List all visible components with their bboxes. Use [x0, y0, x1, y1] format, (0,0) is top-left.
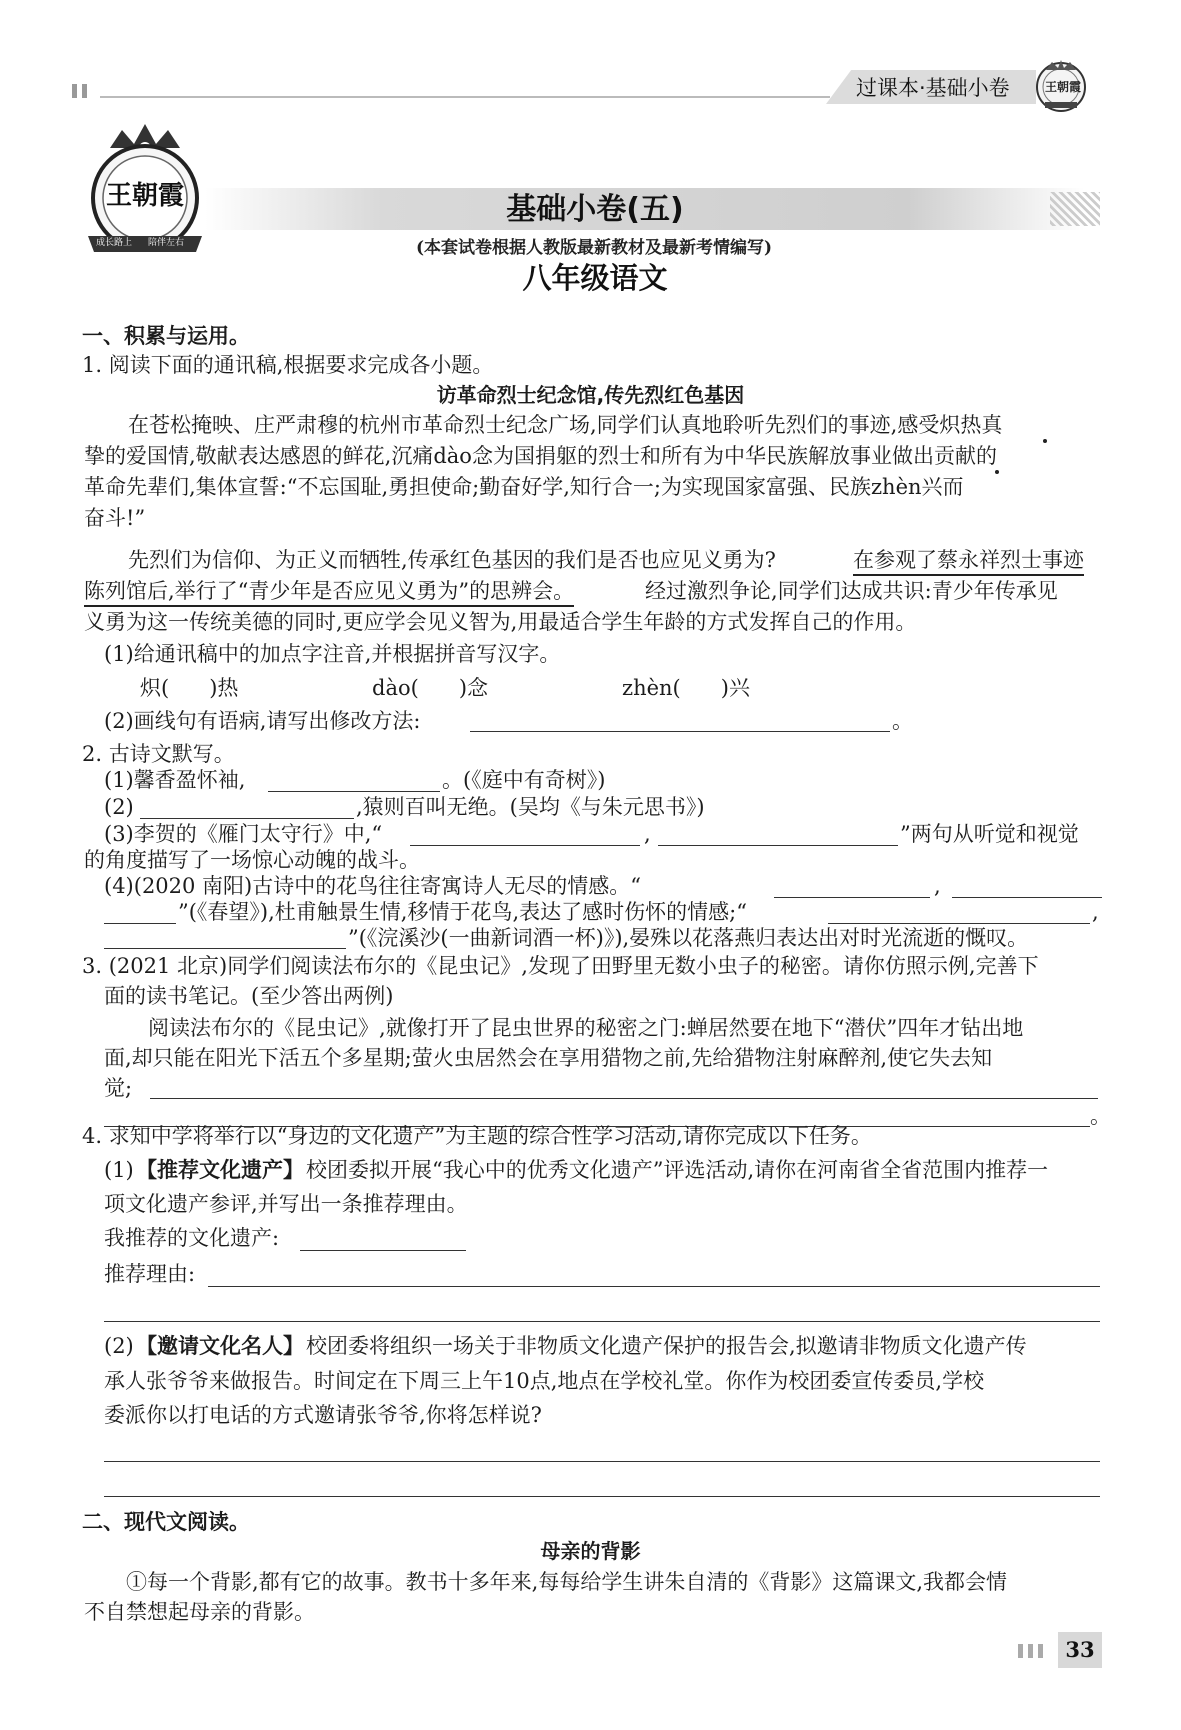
q2-line1-blank[interactable] — [268, 791, 440, 792]
q4-sub1-line1b: 校团委拟开展“我心中的优秀文化遗产”评选活动,请你在河南省全省范围内推荐一 — [306, 1158, 1049, 1182]
q4-sub2-answer-line2[interactable] — [104, 1496, 1100, 1497]
section2-heading: 二、现代文阅读。 — [82, 1510, 250, 1534]
brand-seal-small-text: 王朝霞 — [1044, 80, 1081, 94]
q1-article-title: 访革命烈士纪念馆,传先烈红色基因 — [436, 383, 745, 407]
emphasis-dot — [995, 470, 999, 474]
q2-line3b: , — [644, 822, 651, 846]
q3-line3: 阅读法布尔的《昆虫记》,就像打开了昆虫世界的秘密之门:蝉居然要在地下“潜伏”四年才钻出地 — [148, 1016, 1024, 1040]
q2-line3c: ”两句从听觉和视觉 — [900, 822, 1079, 846]
q1-p2-line1b-underlined: 在参观了蔡永祥烈士事迹 — [853, 546, 1084, 576]
q4-sub2-line1a: (2) — [104, 1334, 134, 1358]
q1-p2-line2b: 经过激烈争论,同学们达成共识:青少年传承见 — [645, 579, 1058, 603]
q2-line4c: ”(《春望》),杜甫触景生情,移情于花鸟,表达了感时伤怀的情感;“ — [178, 900, 747, 924]
section2-p1-line1: ①每一个背影,都有它的故事。教书十多年来,每每给学生讲朱自清的《背影》这篇课文,我都会情 — [126, 1570, 1008, 1594]
q3-end: 。 — [1090, 1104, 1111, 1128]
q3-line4: 面,却只能在阳光下活五个多星期;萤火虫居然会在享用猎物之前,先给猎物注射麻醉剂,使它失去知 — [104, 1046, 993, 1070]
q2-prompt: 2. 古诗文默写。 — [82, 742, 235, 766]
q1-sub2-answer-line[interactable] — [470, 731, 890, 732]
series-label: 过课本·基础小卷 — [856, 76, 1010, 100]
title-band-dashes — [1050, 192, 1100, 226]
q4-field-heritage-input[interactable] — [300, 1250, 466, 1251]
q1-prompt: 1. 阅读下面的通讯稿,根据要求完成各小题。 — [82, 353, 494, 377]
q4-field-reason-label: 推荐理由: — [104, 1262, 196, 1286]
q2-line4-blank5[interactable] — [104, 948, 346, 949]
q1-sub2: (2)画线句有语病,请写出修改方法: — [104, 709, 421, 733]
q4-field-reason-input2[interactable] — [104, 1321, 1100, 1322]
q4-prompt: 4. 求知中学将举行以“身边的文化遗产”为主题的综合性学习活动,请你完成以下任务。 — [82, 1124, 872, 1148]
page-number: 33 — [1065, 1637, 1095, 1662]
q3-line1: 3. (2021 北京)同学们阅读法布尔的《昆虫记》,发现了田野里无数小虫子的秘密。请你仿照示例,完善下 — [82, 954, 1039, 978]
q4-sub1-line1a: (1) — [104, 1158, 134, 1182]
brand-logo-text: 王朝霞 — [105, 181, 184, 211]
pinyin-item-1[interactable]: 炽( )热 — [140, 676, 239, 700]
subject-title: 八年级语文 — [522, 261, 668, 295]
footer-dashes — [1018, 1644, 1048, 1658]
q2-line2a: (2) — [104, 795, 134, 819]
q3-answer-line1[interactable] — [150, 1098, 1098, 1099]
q1-p2-line3: 义勇为这一传统美德的同时,更应学会见义智为,用最适合学生年龄的方式发挥自己的作用。 — [84, 610, 917, 634]
q2-line4-blank2[interactable] — [952, 897, 1102, 898]
q2-line1a: (1)馨香盈怀袖, — [104, 768, 246, 792]
section1-heading: 一、积累与运用。 — [82, 324, 250, 348]
q4-sub2-line2: 承人张爷爷来做报告。时间定在下周三上午10点,地点在学校礼堂。你作为校团委宣传委员,学校 — [104, 1369, 985, 1393]
q4-field-reason-input[interactable] — [208, 1286, 1100, 1287]
pinyin-item-2[interactable]: dào( )念 — [372, 676, 489, 700]
title-note: (本套试卷根据人教版最新教材及最新考情编写) — [415, 238, 773, 258]
q2-line3a: (3)李贺的《雁门太守行》中,“ — [104, 822, 383, 846]
q3-line5: 觉; — [104, 1076, 133, 1100]
q1-sub1: (1)给通讯稿中的加点字注音,并根据拼音写汉字。 — [104, 642, 561, 666]
brand-slogan-left: 成长路上 — [96, 238, 133, 248]
q2-line3-blank2[interactable] — [658, 845, 898, 846]
q2-line1b: 。(《庭中有奇树》) — [442, 768, 606, 792]
header-dashes — [72, 84, 92, 98]
q1-p1-line4: 奋斗!” — [84, 506, 146, 530]
q2-line4e: ”(《浣溪沙(一曲新词酒一杯)》),晏殊以花落燕归表达出对时光流逝的慨叹。 — [348, 926, 1029, 950]
section2-p1-line2: 不自禁想起母亲的背影。 — [84, 1600, 315, 1624]
q2-line4-blank3[interactable] — [104, 923, 176, 924]
q2-line4b: , — [934, 874, 941, 898]
q2-line2-blank[interactable] — [140, 818, 354, 819]
q4-sub2-answer-line1[interactable] — [104, 1461, 1100, 1462]
q1-p2-line2a-underlined: 陈列馆后,举行了“青少年是否应见义勇为”的思辨会。 — [84, 577, 574, 607]
q3-line2: 面的读书笔记。(至少答出两例) — [104, 984, 394, 1008]
pinyin-item-3[interactable]: zhèn( )兴 — [622, 676, 750, 700]
header-rule — [100, 96, 830, 98]
brand-slogan-right: 陪伴左右 — [148, 238, 185, 248]
q1-p2-line1a: 先烈们为信仰、为正义而牺牲,传承红色基因的我们是否也应见义勇为? — [128, 548, 776, 572]
q4-sub2-line1b: 校团委将组织一场关于非物质文化遗产保护的报告会,拟邀请非物质文化遗产传 — [306, 1334, 1027, 1358]
q4-sub1-tag: 【推荐文化遗产】 — [136, 1158, 304, 1182]
emphasis-dot — [1043, 439, 1047, 443]
q2-line3d: 的角度描写了一场惊心动魄的战斗。 — [84, 848, 420, 872]
q1-p1-line2: 挚的爱国情,敬献表达感恩的鲜花,沉痛dào念为国捐躯的烈士和所有为中华民族解放事业做出贡献的 — [84, 444, 997, 468]
q1-p1-line1: 在苍松掩映、庄严肃穆的杭州市革命烈士纪念广场,同学们认真地聆听先烈们的事迹,感受炽热真 — [128, 413, 1003, 437]
q4-sub2-line3: 委派你以打电话的方式邀请张爷爷,你将怎样说? — [104, 1403, 542, 1427]
page-title: 基础小卷(五) — [506, 192, 684, 227]
q1-sub2-end: 。 — [892, 709, 913, 733]
q2-line4d: , — [1092, 900, 1099, 924]
q4-sub1-line2: 项文化遗产参评,并写出一条推荐理由。 — [104, 1192, 468, 1216]
q2-line2b: ,猿则百叫无绝。(吴均《与朱元思书》) — [356, 795, 705, 819]
q4-field-heritage-label: 我推荐的文化遗产: — [104, 1226, 280, 1250]
q4-sub2-tag: 【邀请文化名人】 — [136, 1334, 304, 1358]
section2-article-title: 母亲的背影 — [540, 1539, 641, 1563]
q2-line4a: (4)(2020 南阳)古诗中的花鸟往往寄寓诗人无尽的情感。“ — [104, 874, 641, 898]
q2-line3-blank1[interactable] — [410, 845, 640, 846]
q1-p1-line3: 革命先辈们,集体宣誓:“不忘国耻,勇担使命;勤奋好学,知行合一;为实现国家富强、民族zhèn兴而 — [84, 475, 964, 499]
q2-line4-blank1[interactable] — [774, 897, 930, 898]
